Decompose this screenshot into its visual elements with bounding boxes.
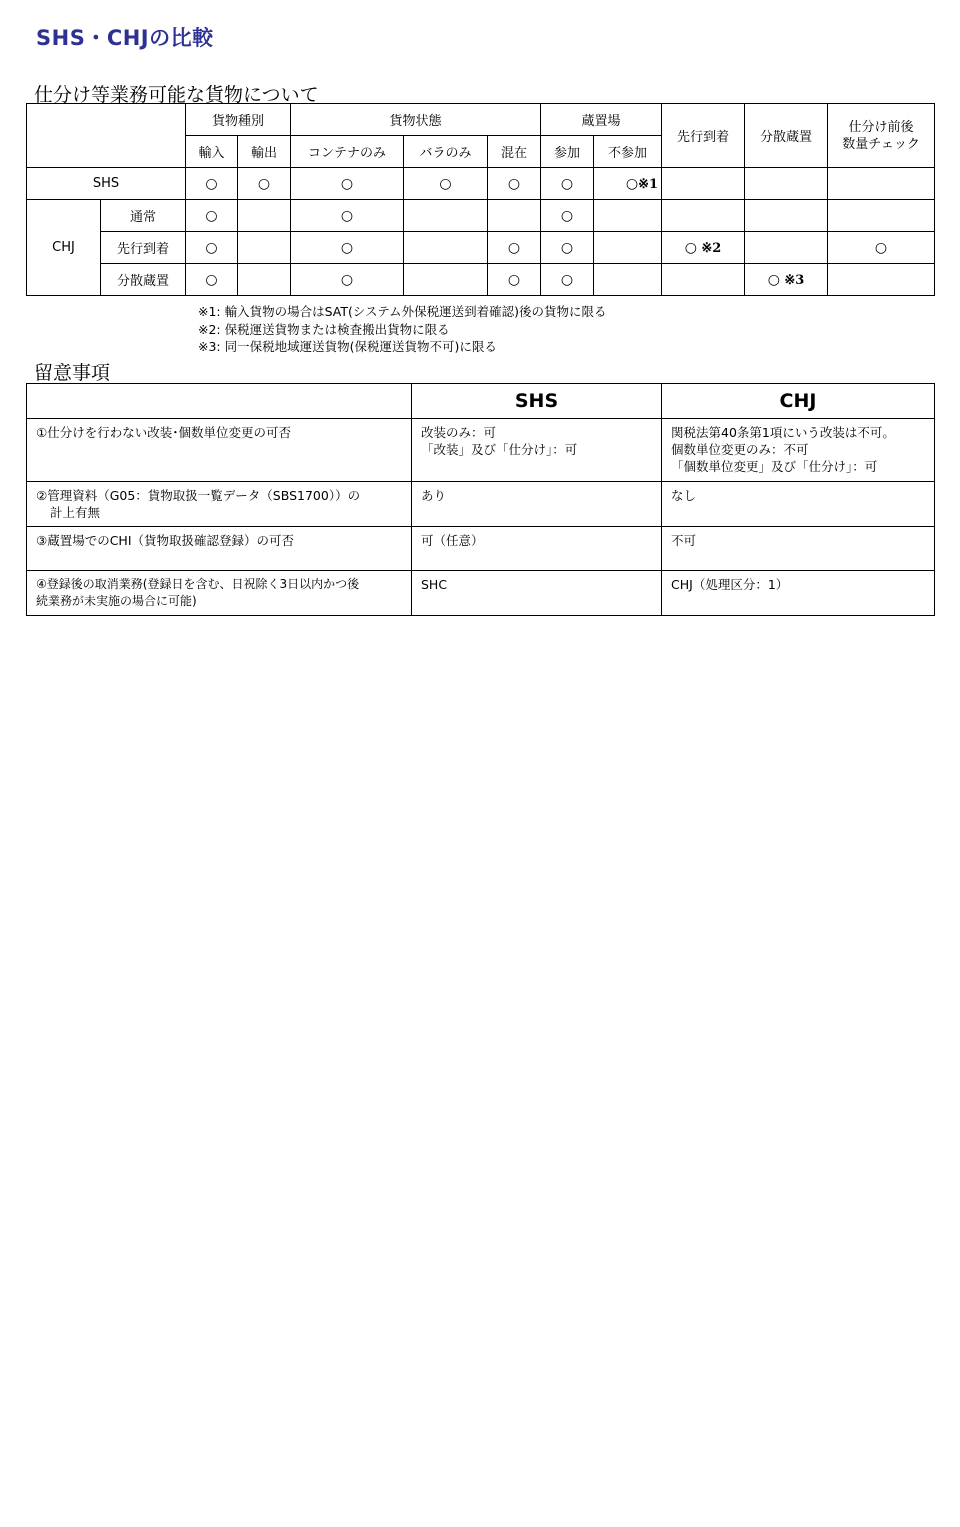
cell-chj-advance-container: ○ [291, 232, 404, 264]
header-pre-post-check [828, 104, 935, 168]
cell-chj-split-loose [404, 264, 488, 296]
notes-shs-line: 改装のみ：可 [421, 425, 497, 440]
cell-shs-mixed: ○ [488, 168, 541, 200]
subheader-loose-only: バラのみ [404, 136, 488, 168]
notes-item-line: 計上有無 [50, 505, 101, 520]
footnote-ref-3: ※3 [784, 272, 805, 288]
section-heading-notes: 留意事項 [34, 362, 111, 384]
row-label-chj-split: 分散蔵置 [101, 264, 186, 296]
notes-chj-4 [662, 571, 935, 616]
cell-chj-advance-loose [404, 232, 488, 264]
row-label-shs: SHS [27, 168, 186, 200]
cell-shs-loose: ○ [404, 168, 488, 200]
row-label-chj-normal: 通常 [101, 200, 186, 232]
table-row [27, 527, 935, 571]
notes-header-empty [27, 384, 412, 419]
section-heading-capable-cargo: 仕分け等業務可能な貨物について [34, 84, 319, 106]
cell-chj-normal-advance [662, 200, 745, 232]
matrix-corner-cell [27, 104, 186, 168]
cell-chj-normal-mixed [488, 200, 541, 232]
subheader-mixed: 混在 [488, 136, 541, 168]
cell-shs-container: ○ [291, 168, 404, 200]
subheader-participating: 参加 [541, 136, 594, 168]
notes-header-chj: CHJ [662, 384, 935, 419]
notes-item-3 [27, 527, 412, 571]
cell-chj-split-mixed: ○ [488, 264, 541, 296]
cell-chj-advance-import: ○ [186, 232, 238, 264]
notes-chj-line: 「個数単位変更」及び「仕分け」：可 [671, 459, 878, 474]
cell-chj-split-participating: ○ [541, 264, 594, 296]
notes-item-line: ④登録後の取消業務(登録日を含む、日祝除く3日以内かつ後 [36, 577, 360, 591]
notes-item-line: 続業務が未実施の場合に可能) [36, 594, 197, 608]
table-row-shs [27, 168, 935, 200]
row-label-chj-advance: 先行到着 [101, 232, 186, 264]
cell-chj-normal-split [745, 200, 828, 232]
cell-chj-advance-mixed: ○ [488, 232, 541, 264]
notes-shs-line: SHC [421, 577, 448, 592]
table-row [27, 419, 935, 482]
page-title: SHS・CHJの比較 [36, 26, 214, 50]
notes-chj-line: CHJ（処理区分：1） [671, 577, 789, 592]
cell-chj-normal-container: ○ [291, 200, 404, 232]
notes-shs-line: あり [421, 488, 447, 503]
row-label-chj: CHJ [27, 200, 101, 296]
cell-shs-import: ○ [186, 168, 238, 200]
cell-shs-advance [662, 168, 745, 200]
cell-shs-check [828, 168, 935, 200]
notes-shs-2 [412, 482, 662, 527]
cell-chj-advance-not-participating [594, 232, 662, 264]
cell-shs-participating: ○ [541, 168, 594, 200]
cell-chj-normal-not-participating [594, 200, 662, 232]
notes-item-line: ①仕分けを行わない改装･個数単位変更の可否 [36, 425, 291, 440]
table-row [27, 571, 935, 616]
subheader-container-only: コンテナのみ [291, 136, 404, 168]
cell-chj-advance-check: ○ [828, 232, 935, 264]
cell-chj-split-export [238, 264, 291, 296]
subheader-import: 輸入 [186, 136, 238, 168]
cell-chj-split-import: ○ [186, 264, 238, 296]
notes-item-4 [27, 571, 412, 616]
cell-chj-split-container: ○ [291, 264, 404, 296]
table-row [27, 482, 935, 527]
cell-chj-normal-export [238, 200, 291, 232]
footnote-ref-1: ※1 [638, 176, 659, 192]
cell-shs-not-participating-mark: ○ [625, 175, 639, 192]
header-cargo-type: 貨物種別 [186, 104, 291, 136]
capability-matrix-table [26, 103, 935, 296]
footnote-ref-2: ※2 [701, 240, 722, 256]
notes-item-2 [27, 482, 412, 527]
notes-shs-3 [412, 527, 662, 571]
cell-chj-normal-loose [404, 200, 488, 232]
notes-item-1 [27, 419, 412, 482]
cell-chj-normal-participating: ○ [541, 200, 594, 232]
cell-chj-normal-check [828, 200, 935, 232]
notes-comparison-table [26, 383, 935, 616]
cell-chj-split-check [828, 264, 935, 296]
notes-chj-line: なし [671, 488, 697, 503]
notes-chj-2 [662, 482, 935, 527]
header-pre-post-check-line: 数量チェック [842, 136, 920, 152]
footnote-2: ※2: 保税運送貨物または検査搬出貨物に限る [198, 321, 450, 337]
header-advance-arrival: 先行到着 [662, 104, 745, 168]
notes-header-shs: SHS [412, 384, 662, 419]
table-row-chj-advance [27, 232, 935, 264]
notes-chj-line: 個数単位変更のみ：不可 [671, 442, 809, 457]
cell-chj-advance-advance [662, 232, 745, 264]
table-row-chj-split [27, 264, 935, 296]
header-split-storage: 分散蔵置 [745, 104, 828, 168]
notes-shs-1 [412, 419, 662, 482]
cell-chj-advance-advance-mark: ○ [684, 239, 697, 256]
notes-shs-4 [412, 571, 662, 616]
notes-chj-line: 不可 [671, 533, 697, 548]
cell-chj-normal-import: ○ [186, 200, 238, 232]
notes-chj-line: 関税法第40条第1項にいう改装は不可。 [671, 425, 895, 440]
cell-chj-split-split [745, 264, 828, 296]
header-bonded-area: 蔵置場 [541, 104, 662, 136]
notes-shs-line: 可（任意） [421, 533, 484, 548]
cell-chj-split-split-mark: ○ [767, 271, 780, 288]
header-cargo-state: 貨物状態 [291, 104, 541, 136]
notes-chj-3 [662, 527, 935, 571]
subheader-export: 輸出 [238, 136, 291, 168]
cell-chj-advance-export [238, 232, 291, 264]
subheader-not-participating: 不参加 [594, 136, 662, 168]
cell-chj-advance-participating: ○ [541, 232, 594, 264]
cell-chj-split-advance [662, 264, 745, 296]
cell-shs-export: ○ [238, 168, 291, 200]
footnote-1: ※1: 輸入貨物の場合はSAT(システム外保税運送到着確認)後の貨物に限る [198, 304, 607, 319]
notes-item-line: ②管理資料（G05：貨物取扱一覧データ（SBS1700））の [36, 488, 361, 503]
footnote-3: ※3: 同一保税地域運送貨物(保税運送貨物不可)に限る [198, 339, 497, 354]
table-row-chj-normal [27, 200, 935, 232]
cell-chj-advance-split [745, 232, 828, 264]
cell-shs-split [745, 168, 828, 200]
header-pre-post-check-line: 仕分け前後 [848, 119, 914, 135]
notes-shs-line: 「改装」及び「仕分け」：可 [421, 442, 578, 457]
footnotes [198, 303, 607, 356]
notes-chj-1 [662, 419, 935, 482]
cell-shs-not-participating [594, 168, 662, 200]
notes-item-line: ③蔵置場でのCHI（貨物取扱確認登録）の可否 [36, 533, 295, 548]
cell-chj-split-not-participating [594, 264, 662, 296]
